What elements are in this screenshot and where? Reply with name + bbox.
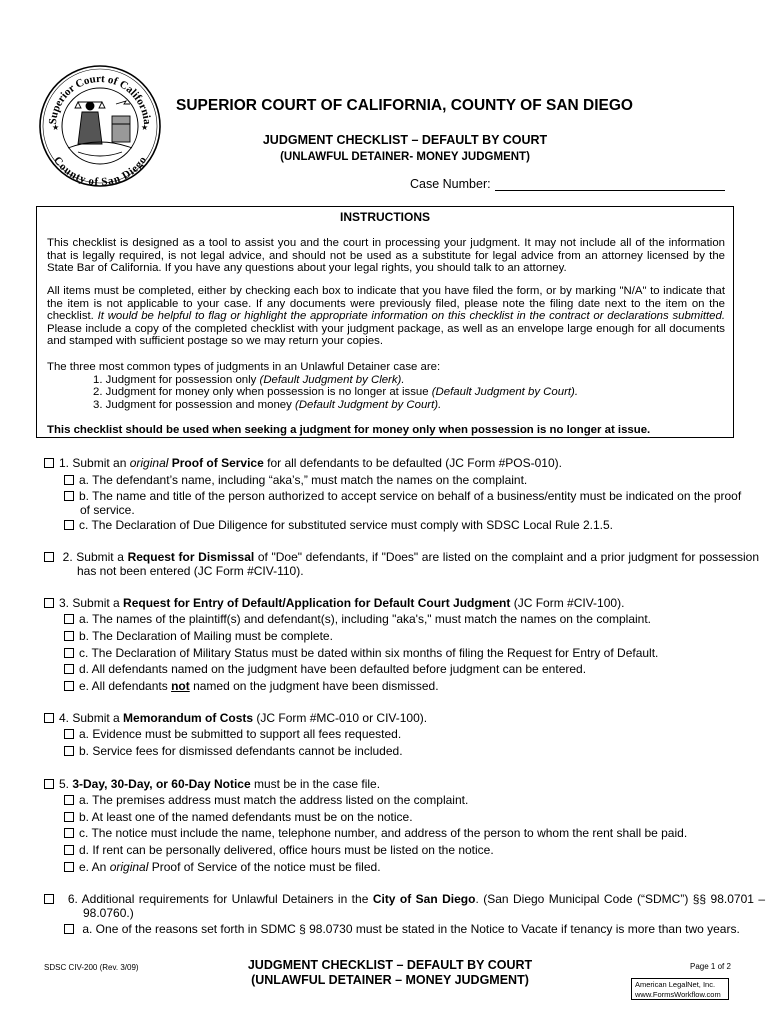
checkbox-item-4b[interactable]	[64, 746, 74, 756]
case-number-label: Case Number:	[410, 177, 491, 191]
checkbox-item-1[interactable]	[44, 458, 54, 468]
instructions-paragraph-1: This checklist is designed as a tool to assist you and the court in processing your judgment. It may not include all of the information that is legally required, is not legal advice, and should not be used as a substitute for legal advice from an attorney licensed by the State Bar of California. If you have any questions about your legal rights, you should talk to an attorney.	[47, 237, 725, 275]
checkbox-item-5e[interactable]	[64, 862, 74, 872]
judgment-type-1: 1. Judgment for possession only (Default Judgment by Clerk).	[93, 373, 405, 386]
judgment-type-2: 2. Judgment for money only when possession is no longer at issue (Default Judgment by Court).	[93, 386, 578, 399]
instructions-heading: INSTRUCTIONS	[340, 210, 430, 224]
checkbox-item-1a[interactable]	[64, 475, 74, 485]
checkbox-item-3c[interactable]	[64, 648, 74, 658]
checklist-item-1b: b. The name and title of the person authorized to accept service on behalf of a business/entity must be indicated on the proof of service.	[64, 489, 744, 517]
checkbox-item-3[interactable]	[44, 598, 54, 608]
p2-text-c: Please include a copy of the completed checklist with your judgment package, as well as an envelope large enough for all documents and stamped with sufficient postage so we may return your copies.	[47, 322, 725, 348]
checkbox-item-3a[interactable]	[64, 614, 74, 624]
seal-bottom-text: County of San Diego	[51, 154, 150, 188]
checkbox-item-5[interactable]	[44, 779, 54, 789]
instructions-paragraph-4: This checklist should be used when seeking a judgment for money only when possession is no longer at issue.	[47, 424, 651, 436]
checkbox-item-5c[interactable]	[64, 828, 74, 838]
checklist-item-5a: a. The premises address must match the address listed on the complaint.	[64, 793, 468, 807]
checkbox-item-4a[interactable]	[64, 729, 74, 739]
checklist-item-4a: a. Evidence must be submitted to support all fees requested.	[64, 727, 401, 741]
checklist-item-3e: e. All defendants not named on the judgment have been dismissed.	[64, 679, 439, 693]
svg-text:★: ★	[52, 123, 60, 132]
checkbox-item-5b[interactable]	[64, 812, 74, 822]
judgment-types-intro: The three most common types of judgments in an Unlawful Detainer case are:	[47, 361, 441, 373]
court-name: SUPERIOR COURT OF CALIFORNIA, COUNTY OF SAN DIEGO	[176, 97, 633, 114]
checklist-item-5e: e. An original Proof of Service of the notice must be filed.	[64, 860, 381, 874]
checklist-item-3b: b. The Declaration of Mailing must be complete.	[64, 629, 333, 643]
checklist-item-5c: c. The notice must include the name, telephone number, and address of the person to whom the rent shall be paid.	[64, 826, 687, 840]
instructions-paragraph-3	[47, 361, 725, 411]
p2-text-italic: It would be helpful to flag or highlight the appropriate information on this checklist in the contract or declarations submitted.	[97, 310, 725, 323]
checkbox-item-4[interactable]	[44, 713, 54, 723]
checklist-item-5b: b. At least one of the named defendants must be on the notice.	[64, 810, 413, 824]
court-seal	[38, 64, 162, 188]
checklist-item-1c: c. The Declaration of Due Diligence for substituted service must comply with SDSC Local Rule 2.1.5.	[64, 518, 613, 532]
page-number: Page 1 of 2	[690, 962, 731, 971]
instructions-box	[36, 206, 734, 438]
checkbox-item-2[interactable]	[44, 552, 54, 562]
checklist-item-4: 4. Submit a Memorandum of Costs (JC Form #MC-010 or CIV-100).	[44, 711, 427, 725]
publisher-box: American LegalNet, Inc. www.FormsWorkflow.com	[631, 978, 729, 1000]
checkbox-item-3e[interactable]	[64, 681, 74, 691]
checkbox-item-6[interactable]	[44, 894, 54, 904]
checklist-item-5d: d. If rent can be personally delivered, office hours must be listed on the notice.	[64, 843, 494, 857]
checklist-item-5: 5. 3-Day, 30-Day, or 60-Day Notice must be in the case file.	[44, 777, 380, 791]
form-title: JUDGMENT CHECKLIST – DEFAULT BY COURT	[262, 133, 548, 147]
p2-text-a: All items must be completed, either by checking each box to indicate that you have filed the form, or by marking "N/A" to indicate that the item is not applicable to your case. If any documents were previously filed, please note the filing date next to the item on the checklist.	[47, 285, 725, 323]
checklist-item-2: 2. Submit a Request for Dismissal of "Doe" defendants, if "Does" are listed on the complaint and a prior judgment for possession has not been entered (JC Form #CIV-110).	[44, 550, 759, 578]
checkbox-item-1c[interactable]	[64, 520, 74, 530]
case-number-field	[410, 177, 725, 191]
instructions-paragraph-2	[47, 285, 725, 348]
case-number-input[interactable]	[495, 178, 725, 191]
checklist-item-3c: c. The Declaration of Military Status must be dated within six months of filing the Request for Entry of Default.	[64, 646, 658, 660]
form-subtitle: (UNLAWFUL DETAINER- MONEY JUDGMENT)	[280, 151, 530, 163]
checklist-item-1: 1. Submit an original Proof of Service for all defendants to be defaulted (JC Form #POS-010).	[44, 456, 562, 470]
seal-top-text: Superior Court of California	[46, 72, 154, 125]
form-code: SDSC CIV-200 (Rev. 3/09)	[44, 963, 139, 972]
checklist-item-4b: b. Service fees for dismissed defendants cannot be included.	[64, 744, 403, 758]
checkbox-item-3d[interactable]	[64, 664, 74, 674]
checkbox-item-1b[interactable]	[64, 491, 74, 501]
svg-text:★: ★	[141, 123, 149, 132]
footer-title: JUDGMENT CHECKLIST – DEFAULT BY COURT (UNLAWFUL DETAINER – MONEY JUDGMENT)	[247, 958, 533, 987]
judgment-type-3: 3. Judgment for possession and money (Default Judgment by Court).	[93, 398, 442, 411]
checklist-item-3: 3. Submit a Request for Entry of Default/Application for Default Court Judgment (JC Form #CIV-100).	[44, 596, 624, 610]
checkbox-item-5d[interactable]	[64, 845, 74, 855]
checklist-item-6: 6. Additional requirements for Unlawful Detainers in the City of San Diego. (San Diego Municipal Code (“SDMC”) §§ 98.0701 – 98.0760.)	[44, 892, 765, 920]
checklist-item-6a: a. One of the reasons set forth in SDMC § 98.0730 must be stated in the Notice to Vacate if tenancy is more than two years.	[64, 922, 757, 936]
checklist-item-3a: a. The names of the plaintiff(s) and defendant(s), including "aka's," must match the names on the complaint.	[64, 612, 651, 626]
checkbox-item-6a[interactable]	[64, 924, 74, 934]
checkbox-item-3b[interactable]	[64, 631, 74, 641]
checklist-item-3d: d. All defendants named on the judgment have been defaulted before judgment can be entered.	[64, 662, 586, 676]
checkbox-item-5a[interactable]	[64, 795, 74, 805]
checklist-item-1a: a. The defendant’s name, including “aka’s,” must match the names on the complaint.	[64, 473, 527, 487]
